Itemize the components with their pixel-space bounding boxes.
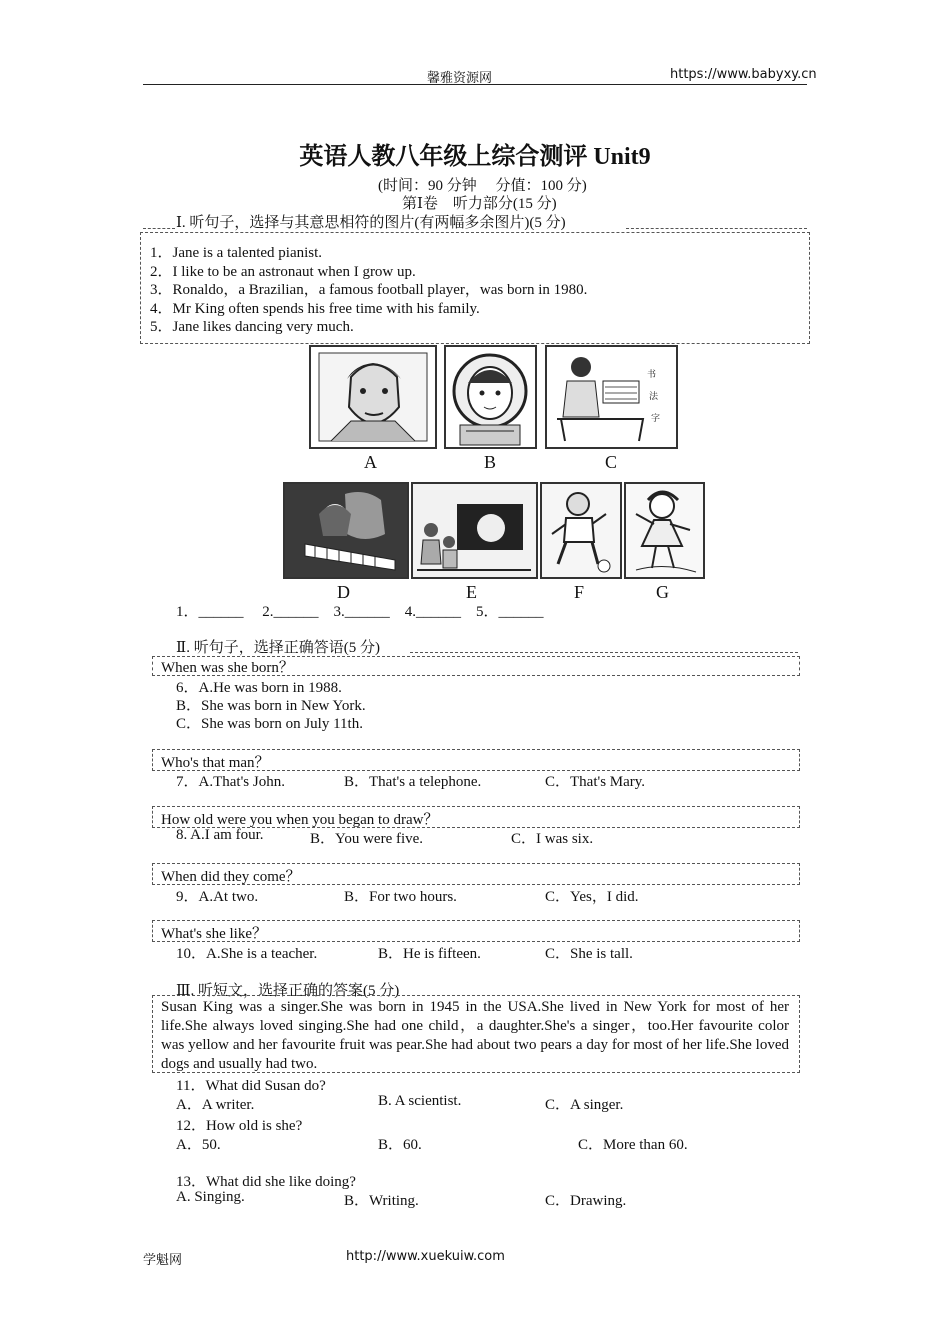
q6-prompt: When was she born？ bbox=[161, 660, 294, 676]
q8-prompt: How old were you when you began to draw？ bbox=[161, 812, 439, 828]
q13-question: 13．What did she like doing? bbox=[176, 1174, 356, 1190]
q11-option-a: A．A writer. bbox=[176, 1097, 255, 1113]
q12-option-c: C．More than 60. bbox=[578, 1137, 688, 1153]
footer-site-url[interactable]: http://www.xuekuiw.com bbox=[346, 1249, 505, 1264]
picture-g-dancing-girl bbox=[624, 482, 705, 579]
q7-prompt: Who's that man？ bbox=[161, 755, 270, 771]
picture-label-f: F bbox=[574, 582, 585, 602]
picture-a-man-portrait bbox=[309, 345, 437, 449]
svg-text:法: 法 bbox=[649, 391, 659, 401]
q6-option-a: 6．A.He was born in 1988. bbox=[176, 680, 342, 696]
q7-option-a: 7．A.That's John. bbox=[176, 774, 285, 790]
q10-option-b: B．He is fifteen. bbox=[378, 946, 481, 962]
picture-e-family-room bbox=[411, 482, 538, 579]
sentence-2: 2．I like to be an astronaut when I grow up. bbox=[150, 264, 416, 280]
q11-option-b: B. A scientist. bbox=[378, 1093, 462, 1109]
q7-option-b: B．That's a telephone. bbox=[344, 774, 482, 790]
q12-option-a: A．50. bbox=[176, 1137, 221, 1153]
sentence-5: 5．Jane likes dancing very much. bbox=[150, 319, 354, 335]
picture-label-c: C bbox=[605, 452, 618, 472]
q8-option-c: C．I was six. bbox=[511, 831, 594, 847]
svg-text:书: 书 bbox=[647, 369, 657, 379]
q6-option-c: C．She was born on July 11th. bbox=[176, 716, 363, 732]
q13-option-a: A. Singing. bbox=[176, 1189, 245, 1205]
q13-option-b: B．Writing. bbox=[344, 1193, 419, 1209]
footer-site-name: 学魁网 bbox=[143, 1252, 183, 1267]
header-site-name: 馨雅资源网 bbox=[427, 70, 493, 85]
picture-c-family-at-table bbox=[545, 345, 678, 449]
dashed-rule bbox=[410, 652, 798, 653]
svg-text:字: 字 bbox=[651, 413, 661, 423]
exam-meta: (时间：90 分钟 分值：100 分) bbox=[378, 178, 587, 194]
q11-question: 11．What did Susan do? bbox=[176, 1078, 326, 1094]
q6-option-b: B．She was born in New York. bbox=[176, 698, 366, 714]
sentence-3: 3．Ronaldo，a Brazilian，a famous football player，was born in 1980. bbox=[150, 282, 588, 298]
q12-option-b: B．60. bbox=[378, 1137, 422, 1153]
q8-option-a: 8. A.I am four. bbox=[176, 827, 264, 843]
q9-prompt: When did they come？ bbox=[161, 869, 301, 885]
sentence-4: 4．Mr King often spends his free time with his family. bbox=[150, 301, 480, 317]
volume-heading: 第Ⅰ卷 听力部分(15 分) bbox=[402, 196, 557, 212]
part2-heading: Ⅱ. 听句子，选择正确答语(5 分) bbox=[176, 640, 380, 656]
header-site-url[interactable]: https://www.babyxy.cn bbox=[670, 67, 817, 82]
picture-f-football-player bbox=[540, 482, 622, 579]
part1-answer-blanks: 1．______ 2.______ 3.______ 4.______ 5．______ bbox=[176, 604, 544, 620]
q8-option-b: B．You were five. bbox=[310, 831, 424, 847]
q10-option-a: 10．A.She is a teacher. bbox=[176, 946, 318, 962]
q13-option-c: C．Drawing. bbox=[545, 1193, 627, 1209]
q10-option-c: C．She is tall. bbox=[545, 946, 633, 962]
q10-prompt: What's she like？ bbox=[161, 926, 268, 942]
picture-label-b: B bbox=[484, 452, 497, 472]
picture-b-astronaut bbox=[444, 345, 537, 449]
passage-text: Susan King was a singer.She was born in 1945 in the USA.She lived in New York for most of her life.She always loved singing.She had one child，a daughter.She's a singer，too.Her favourite color was yellow and her favourite fruit was pear.She had about two pears a day for most of her life.She loved dogs and usually had two. bbox=[161, 999, 789, 1072]
q11-option-c: C．A singer. bbox=[545, 1097, 624, 1113]
part1-heading: Ⅰ. 听句子，选择与其意思相符的图片(有两幅多余图片)(5 分) bbox=[176, 215, 566, 231]
q12-question: 12．How old is she? bbox=[176, 1118, 303, 1134]
q9-option-a: 9．A.At two. bbox=[176, 889, 259, 905]
picture-label-d: D bbox=[337, 582, 350, 602]
q7-option-c: C．That's Mary. bbox=[545, 774, 646, 790]
part3-heading: Ⅲ. 听短文，选择正确的答案(5 分) bbox=[176, 983, 400, 999]
page-title: 英语人教八年级上综合测评 Unit9 bbox=[299, 144, 651, 170]
q9-option-c: C．Yes，I did. bbox=[545, 889, 639, 905]
picture-label-e: E bbox=[466, 582, 477, 602]
picture-d-pianist bbox=[283, 482, 409, 579]
sentence-1: 1．Jane is a talented pianist. bbox=[150, 245, 323, 261]
header-divider bbox=[143, 84, 807, 85]
dashed-rule bbox=[143, 228, 175, 229]
q9-option-b: B．For two hours. bbox=[344, 889, 457, 905]
picture-label-a: A bbox=[364, 452, 377, 472]
picture-label-g: G bbox=[656, 582, 669, 602]
dashed-rule bbox=[626, 228, 807, 229]
